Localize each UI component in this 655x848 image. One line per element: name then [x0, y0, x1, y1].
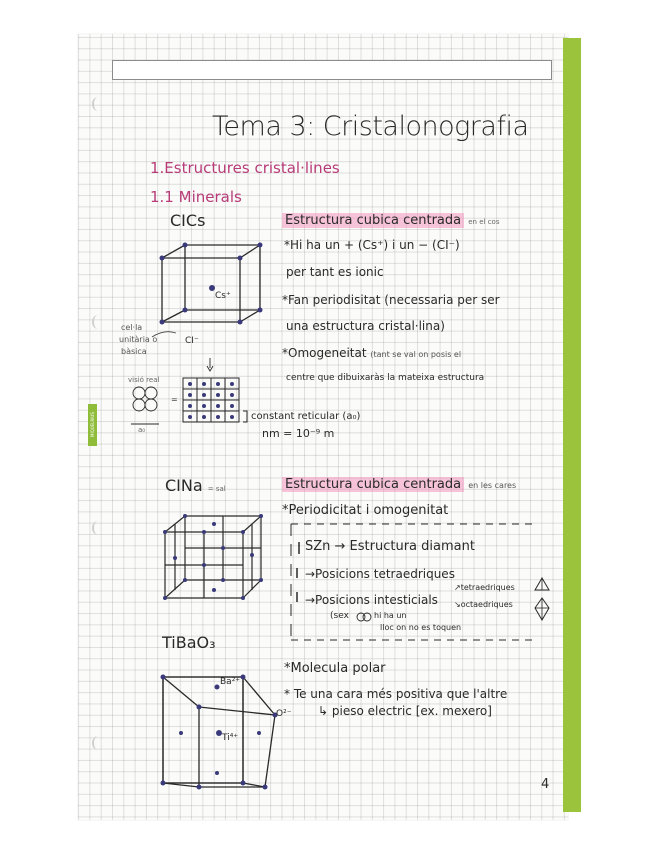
- brand-tab: MIQUELRIUS: [88, 404, 97, 446]
- cics-omogeneitat-note: (tant se val on posis el: [370, 350, 462, 359]
- cina-note: ↘octaedriques: [454, 600, 513, 609]
- cina-structure: [282, 478, 516, 491]
- tibao3-line: ↳ pieso electric [ex. mexero]: [318, 704, 492, 718]
- cl-label: CI⁻: [185, 336, 199, 346]
- cics-line: [282, 347, 461, 359]
- subsection-heading: 1.1 Minerals: [150, 188, 242, 206]
- shape-icons: [533, 576, 557, 626]
- cics-structure-suffix: en el cos: [468, 218, 500, 226]
- cics-line: una estructura cristal·lina): [286, 319, 445, 333]
- cina-note: ↗tetraedriques: [454, 583, 515, 592]
- cics-omogeneitat: *Omogeneitat: [282, 346, 367, 360]
- cina-line: →Posicions tetraedriques: [305, 567, 455, 581]
- tibao3-line: * Te una cara més positiva que l'altre: [284, 687, 508, 701]
- cina-line: →Posicions intesticials: [305, 593, 438, 607]
- svg-text:=: =: [171, 395, 178, 404]
- binder-hole: [92, 315, 104, 329]
- cics-line: centre que dibuixaràs la mateixa estructura: [286, 373, 485, 383]
- cina-line: SZn → Estructura diamant: [305, 539, 475, 554]
- page-edge-strip: [563, 38, 581, 812]
- page-number: 4: [541, 777, 550, 792]
- section-heading: 1.Estructures cristal·lines: [150, 159, 340, 177]
- ba-label: Ba²⁺: [220, 677, 241, 687]
- cina-note: hi ha un: [374, 611, 407, 620]
- binder-hole: [92, 521, 104, 535]
- cics-line: *Fan periodisitat (necessaria per ser: [282, 293, 500, 307]
- cina-heading-text: CINa: [165, 476, 203, 495]
- lattice-diagram: [125, 356, 255, 431]
- cell-label: bàsica: [121, 347, 147, 356]
- cina-line: *Periodicitat i omogenitat: [282, 503, 449, 518]
- cics-structure-text: Estructura cubica centrada: [282, 213, 464, 228]
- real-view-label: visió real: [128, 376, 160, 384]
- cell-arrow: [150, 325, 180, 345]
- cell-label: cel·la: [121, 323, 143, 332]
- cina-heading-suffix: = sal: [207, 485, 226, 493]
- cina-cube-diagram: [157, 510, 272, 605]
- tibao3-line: *Molecula polar: [284, 661, 386, 676]
- cics-structure: [282, 214, 499, 227]
- cina-heading: [165, 478, 226, 494]
- cina-structure-text: Estructura cubica centrada: [282, 477, 464, 492]
- binder-hole: [92, 97, 104, 111]
- a0-label: a₀: [138, 426, 146, 434]
- nm-label: nm = 10⁻⁹ m: [262, 427, 335, 440]
- cina-structure-suffix: en les cares: [468, 481, 517, 490]
- header-box: [112, 60, 552, 80]
- cics-line: *Hi ha un + (Cs⁺) i un − (CI⁻): [284, 238, 460, 252]
- cina-note: (sex: [330, 611, 349, 621]
- cina-note: lloc on no es toquen: [380, 623, 462, 632]
- cics-line: per tant es ionic: [286, 265, 384, 279]
- spheres-icon: [356, 610, 372, 624]
- ti-label: Ti⁴⁺: [222, 733, 239, 743]
- cs-label: Cs⁺: [215, 291, 231, 301]
- constant-label: constant reticular (a₀): [251, 411, 361, 422]
- binder-hole: [92, 736, 104, 750]
- page-title: Tema 3: Cristalonografia: [212, 111, 529, 142]
- cell-label: unitària o: [119, 335, 158, 344]
- tibao3-heading: TiBaO₃: [162, 633, 216, 652]
- cics-heading: CICs: [170, 211, 206, 230]
- o-label: O²⁻: [276, 709, 292, 719]
